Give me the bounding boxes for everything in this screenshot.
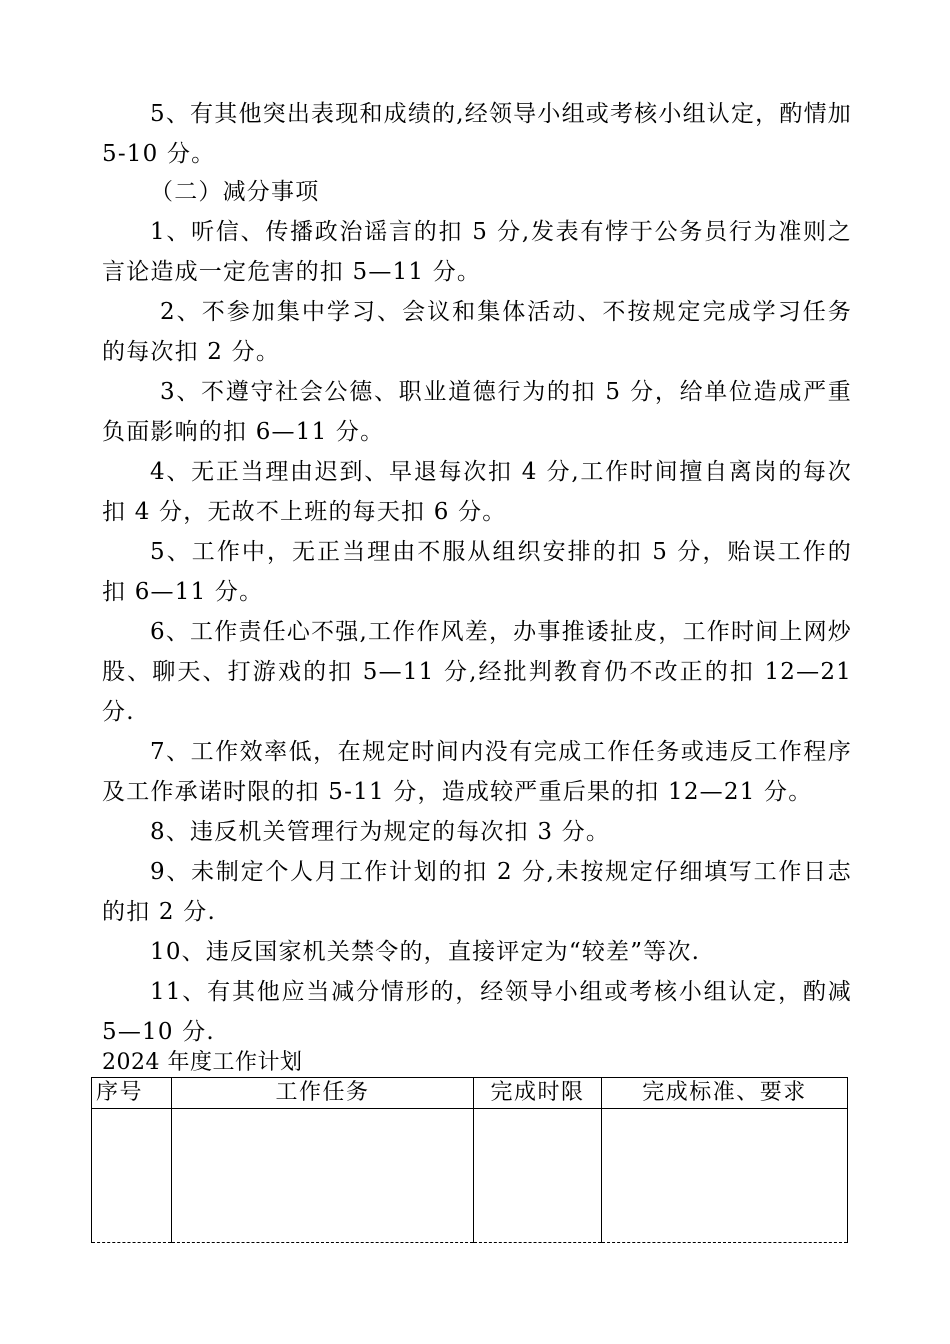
deduction-item-6: 6、工作责任心不强,工作作风差，办事推诿扯皮，工作时间上网炒股、聊天、打游戏的扣 5—11 分,经批判教育仍不改正的扣 12—21 分. bbox=[102, 619, 852, 725]
deduction-item-4: 4、无正当理由迟到、早退每次扣 4 分,工作时间擅自离岗的每次扣 4 分，无故不上班的每天扣 6 分。 bbox=[102, 459, 852, 525]
table-row bbox=[92, 1109, 848, 1243]
deduction-item-8: 8、违反机关管理行为规定的每次扣 3 分。 bbox=[150, 819, 611, 845]
header-deadline: 完成时限 bbox=[474, 1078, 602, 1109]
header-serial-number: 序号 bbox=[92, 1078, 172, 1109]
deduction-item-7: 7、工作效率低，在规定时间内没有完成工作任务或违反工作程序及工作承诺时限的扣 5-11 分，造成较严重后果的扣 12—21 分。 bbox=[102, 739, 852, 805]
deduction-item-5: 5、工作中，无正当理由不服从组织安排的扣 5 分，贻误工作的扣 6—11 分。 bbox=[102, 539, 852, 605]
table-cell[interactable] bbox=[474, 1109, 602, 1243]
header-work-task: 工作任务 bbox=[172, 1078, 474, 1109]
deduction-item-3: 3、不遵守社会公德、职业道德行为的扣 5 分，给单位造成严重负面影响的扣 6—11 分。 bbox=[102, 379, 852, 445]
section-heading-deductions: （二）减分事项 bbox=[150, 179, 320, 205]
table-cell[interactable] bbox=[602, 1109, 848, 1243]
table-header-row bbox=[92, 1078, 848, 1109]
deduction-item-11: 11、有其他应当减分情形的，经领导小组或考核小组认定，酌减 5—10 分. bbox=[102, 979, 852, 1045]
deduction-item-2: 2、不参加集中学习、会议和集体活动、不按规定完成学习任务的每次扣 2 分。 bbox=[102, 299, 852, 365]
header-standard-requirement: 完成标准、要求 bbox=[602, 1078, 848, 1109]
plan-title: 2024 年度工作计划 bbox=[102, 1050, 303, 1075]
deduction-item-1: 1、听信、传播政治谣言的扣 5 分,发表有悖于公务员行为准则之言论造成一定危害的扣 5—11 分。 bbox=[102, 219, 852, 285]
work-plan-table bbox=[91, 1077, 848, 1243]
paragraph-bonus-5: 5、有其他突出表现和成绩的,经领导小组或考核小组认定，酌情加 5-10 分。 bbox=[102, 101, 852, 167]
deduction-item-10: 10、违反国家机关禁令的，直接评定为“较差”等次. bbox=[150, 939, 701, 965]
deduction-item-9: 9、未制定个人月工作计划的扣 2 分,未按规定仔细填写工作日志的扣 2 分. bbox=[102, 859, 852, 925]
table-cell[interactable] bbox=[172, 1109, 474, 1243]
table-cell[interactable] bbox=[92, 1109, 172, 1243]
